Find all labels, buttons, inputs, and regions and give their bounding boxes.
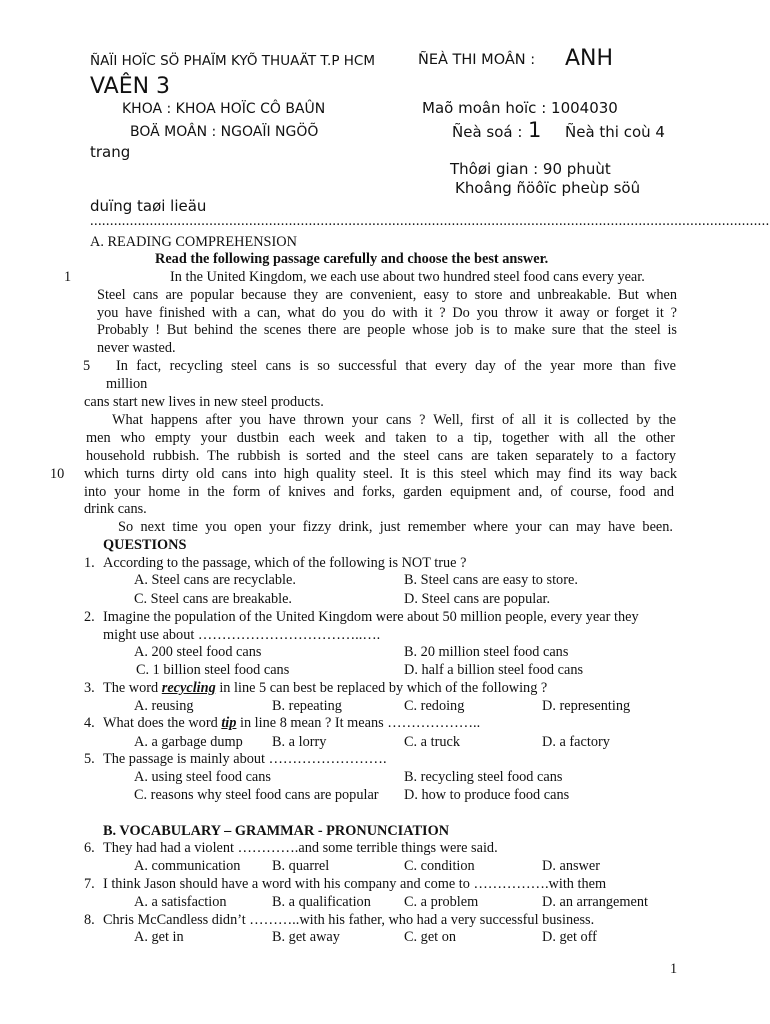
- question-stem: I think Jason should have a word with his company and come to …………….with them: [103, 876, 607, 892]
- stem-text: in line 5 can best be replaced by which of the following ?: [215, 680, 548, 696]
- passage-line: So next time you open your fizzy drink, just remember where your can may have been.: [118, 519, 673, 535]
- question-stem: The passage is mainly about …………………….: [103, 751, 387, 767]
- materials-note: Khoâng ñöôïc pheùp söû: [455, 179, 641, 197]
- option-a[interactable]: A. a satisfaction: [134, 894, 227, 910]
- option-b[interactable]: B. 20 million steel food cans: [404, 644, 569, 660]
- question-stem-cont: might use about ……………………………..….: [103, 627, 381, 643]
- question-number: 7.: [84, 876, 95, 892]
- question-stem: They had had a violent ………….and some terrible things were said.: [103, 840, 498, 856]
- stem-text: in line 8 mean ? It means ………………..: [236, 715, 481, 731]
- exam-subject: ANH: [565, 46, 614, 71]
- materials-note-cont: duïng taøi lieäu: [90, 197, 207, 215]
- passage-line: What happens after you have thrown your cans ? Well, first of all it is collected by the: [112, 412, 676, 428]
- question-number: 5.: [84, 751, 95, 767]
- course-code: Maõ moân hoïc : 1004030: [422, 99, 618, 117]
- option-b[interactable]: B. quarrel: [272, 858, 330, 874]
- passage-line: million: [106, 376, 148, 392]
- question-stem: [103, 680, 547, 696]
- keyword-tip: tip: [221, 715, 237, 731]
- option-c[interactable]: C. condition: [404, 858, 475, 874]
- option-d[interactable]: D. get off: [542, 929, 597, 945]
- option-c[interactable]: C. a problem: [404, 894, 479, 910]
- option-a[interactable]: A. 200 steel food cans: [134, 644, 262, 660]
- option-d[interactable]: D. how to produce food cans: [404, 787, 570, 803]
- option-d[interactable]: D. answer: [542, 858, 600, 874]
- stem-text: What does the word: [103, 715, 222, 731]
- option-c[interactable]: C. reasons why steel food cans are popular: [134, 787, 379, 803]
- faculty: KHOA : KHOA HOÏC CÔ BAÛN: [122, 101, 326, 117]
- option-c[interactable]: C. a truck: [404, 734, 460, 750]
- passage-line: never wasted.: [97, 340, 176, 356]
- passage-line: In fact, recycling steel cans is so successful that every day of the year more than five: [116, 358, 676, 374]
- passage-line: household rubbish. The rubbish is sorted and the steel cans are taken separately to a factory: [86, 448, 676, 464]
- option-c[interactable]: C. 1 billion steel food cans: [136, 662, 290, 678]
- keyword-recycling: recycling: [161, 680, 216, 696]
- option-a[interactable]: A. using steel food cans: [134, 769, 271, 785]
- option-d[interactable]: D. Steel cans are popular.: [404, 591, 551, 607]
- section-a-title: A. READING COMPREHENSION: [90, 234, 297, 250]
- passage-line: Steel cans are popular because they are convenient, easy to store and unbreakable. But when: [97, 287, 677, 303]
- line-number-1: 1: [64, 269, 72, 285]
- option-a[interactable]: A. communication: [134, 858, 241, 874]
- header-divider: ...........................................................................................................................................................................: [90, 213, 770, 229]
- question-stem: Chris McCandless didn’t ………..with his father, who had a very successful business.: [103, 912, 595, 928]
- question-number: 8.: [84, 912, 95, 928]
- line-number-10: 10: [50, 466, 65, 482]
- page-count: Ñeà thi coù 4: [565, 123, 665, 141]
- question-stem: [103, 715, 480, 731]
- option-b[interactable]: B. a lorry: [272, 734, 327, 750]
- question-stem: According to the passage, which of the following is NOT true ?: [103, 555, 467, 571]
- passage-line: men who empty your dustbin each week and taken to a tip, together with all the other: [86, 430, 675, 446]
- passage-line: into your home in the form of knives and forks, garden equipment and, of course, food and: [84, 484, 674, 500]
- section-b-title: B. VOCABULARY – GRAMMAR - PRONUNCIATION: [103, 823, 450, 839]
- department: BOÄ MOÂN : NGOAÏI NGÖÕ: [130, 124, 319, 140]
- question-number: 2.: [84, 609, 95, 625]
- line-number-5: 5: [83, 358, 91, 374]
- exam-subject-cont: VAÊN 3: [90, 74, 171, 99]
- option-b[interactable]: B. repeating: [272, 698, 342, 714]
- option-b[interactable]: B. get away: [272, 929, 340, 945]
- stem-text: The word: [103, 680, 162, 696]
- question-number: 4.: [84, 715, 95, 731]
- question-number: 1.: [84, 555, 95, 571]
- option-d[interactable]: D. an arrangement: [542, 894, 648, 910]
- exam-number: 1: [528, 118, 542, 142]
- passage-line: you have finished with a can, what do you do with it ? Do you throw it away or forget it ?: [97, 305, 677, 321]
- option-b[interactable]: B. a qualification: [272, 894, 371, 910]
- questions-heading: QUESTIONS: [103, 537, 187, 553]
- page-number: 1: [670, 961, 678, 977]
- question-number: 6.: [84, 840, 95, 856]
- question-stem: Imagine the population of the United Kingdom were about 50 million people, every year they: [103, 609, 639, 625]
- option-c[interactable]: C. get on: [404, 929, 457, 945]
- option-a[interactable]: A. reusing: [134, 698, 194, 714]
- exam-duration: Thôøi gian : 90 phuùt: [450, 160, 611, 178]
- option-a[interactable]: A. a garbage dump: [134, 734, 243, 750]
- option-d[interactable]: D. half a billion steel food cans: [404, 662, 584, 678]
- option-d[interactable]: D. a factory: [542, 734, 610, 750]
- question-number: 3.: [84, 680, 95, 696]
- passage-line: which turns dirty old cans into high quality steel. It is this steel which may find its way back: [84, 466, 677, 482]
- page-count-cont: trang: [90, 143, 131, 161]
- passage-line: cans start new lives in new steel products.: [84, 394, 324, 410]
- passage-line: drink cans.: [84, 501, 147, 517]
- option-b[interactable]: B. Steel cans are easy to store.: [404, 572, 578, 588]
- option-a[interactable]: A. Steel cans are recyclable.: [134, 572, 296, 588]
- exam-title-prefix: ÑEÀ THI MOÂN :: [418, 52, 536, 68]
- exam-number-prefix: Ñeà soá :: [452, 123, 523, 141]
- passage-line: Probably ! But behind the scenes there are people whose job is to make sure that the steel is: [97, 322, 677, 338]
- option-d[interactable]: D. representing: [542, 698, 631, 714]
- school-name: ÑAÏI HOÏC SÖ PHAÏM KYÕ THUAÄT T.P HCM: [90, 53, 376, 69]
- passage-line: In the United Kingdom, we each use about two hundred steel food cans every year.: [170, 269, 645, 285]
- reading-instruction: Read the following passage carefully and choose the best answer.: [155, 251, 549, 267]
- option-b[interactable]: B. recycling steel food cans: [404, 769, 563, 785]
- option-a[interactable]: A. get in: [134, 929, 184, 945]
- option-c[interactable]: C. Steel cans are breakable.: [134, 591, 292, 607]
- option-c[interactable]: C. redoing: [404, 698, 465, 714]
